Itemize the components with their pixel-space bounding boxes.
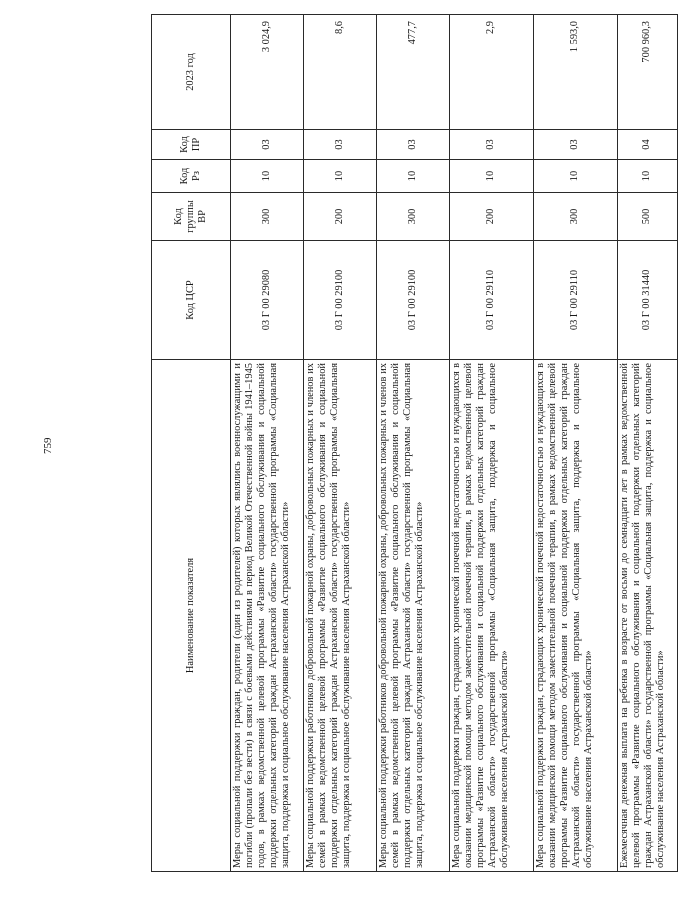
row-name: Мера социальной поддержки граждан, страдающих хронической почечной недостаточностью и нуждающихся в оказании медицинской помощи методом заместительной почечной терапии, в рамках ведомственной целевой программы «Развитие социального обслуживания и социальной поддержки отдельных категорий граждан Астраханской области» государственной программы «Социальная защита, поддержка и социальное обслуживание населения Астраханской области» bbox=[534, 360, 618, 872]
row-pr: 04 bbox=[618, 130, 678, 160]
row-value: 3 024,9 bbox=[231, 15, 304, 130]
table-row bbox=[231, 15, 304, 872]
row-csr: 03 Г 00 29080 bbox=[231, 241, 304, 360]
row-rz: 10 bbox=[450, 160, 534, 193]
row-vr: 300 bbox=[377, 193, 450, 241]
row-vr: 200 bbox=[304, 193, 377, 241]
row-csr: 03 Г 00 29100 bbox=[304, 241, 377, 360]
row-pr: 03 bbox=[377, 130, 450, 160]
header-rz: Код Рз bbox=[152, 160, 231, 193]
row-name: Меры социальной поддержки работников добровольной пожарной охраны, добровольных пожарных и членов их семей в рамках ведомственной целевой программы «Развитие социального обслуживания и социальной поддержки отдельных категорий граждан Астраханской области» государственной программы «Социальная защита, поддержка и социальное обслуживание населения Астраханской области» bbox=[377, 360, 450, 872]
row-pr: 03 bbox=[450, 130, 534, 160]
header-name: Наименование показателя bbox=[152, 360, 231, 872]
row-value: 700 960,3 bbox=[618, 15, 678, 130]
row-pr: 03 bbox=[534, 130, 618, 160]
header-row bbox=[152, 15, 231, 872]
row-name: Меры социальной поддержки граждан, родители (один из родителей) которых являлись военнослужащими и погибли (пропали без вести) в связи с боевыми действиями в период Великой Отечественной войны 1941–1945 годов, в рамках ведомственной целевой программы «Развитие социального обслуживания и социальной поддержки отдельных категорий граждан Астраханской области» государственной программы «Социальная защита, поддержка и социальное обслуживание населения Астраханской области» bbox=[231, 360, 304, 872]
row-csr: 03 Г 00 29110 bbox=[450, 241, 534, 360]
row-name: Мера социальной поддержки граждан, страдающих хронической почечной недостаточностью и нуждающихся в оказании медицинской помощи методом заместительной почечной терапии, в рамках ведомственной целевой программы «Развитие социального обслуживания и социальной поддержки отдельных категорий граждан Астраханской области» государственной программы «Социальная защита, поддержка и социальное обслуживание населения Астраханской области» bbox=[450, 360, 534, 872]
header-pr: Код ПР bbox=[152, 130, 231, 160]
table-row bbox=[534, 15, 618, 872]
row-value: 2,9 bbox=[450, 15, 534, 130]
row-name: Меры социальной поддержки работников добровольной пожарной охраны, добровольных пожарных и членов их семей в рамках ведомственной целевой программы «Развитие социального обслуживания и социальной поддержки отдельных категорий граждан Астраханской области» государственной программы «Социальная защита, поддержка и социальное обслуживание населения Астраханской области» bbox=[304, 360, 377, 872]
header-vr: Код группы ВР bbox=[152, 193, 231, 241]
budget-table-rotated bbox=[151, 15, 667, 872]
row-value: 1 593,0 bbox=[534, 15, 618, 130]
row-name: Ежемесячная денежная выплата на ребенка в возрасте от восьми до семнадцати лет в рамках ведомственной целевой программы «Развитие социального обслуживания и социальной поддержки отдельных категорий граждан Астраханской области» государственной программы «Социальная защита, поддержка и социальное обслуживание населения Астраханской области» bbox=[618, 360, 678, 872]
table-row bbox=[618, 15, 678, 872]
row-rz: 10 bbox=[377, 160, 450, 193]
row-rz: 10 bbox=[304, 160, 377, 193]
row-pr: 03 bbox=[304, 130, 377, 160]
table-row bbox=[450, 15, 534, 872]
row-csr: 03 Г 00 29100 bbox=[377, 241, 450, 360]
row-vr: 300 bbox=[231, 193, 304, 241]
row-vr: 200 bbox=[450, 193, 534, 241]
header-year: 2023 год bbox=[152, 15, 231, 130]
row-csr: 03 Г 00 29110 bbox=[534, 241, 618, 360]
row-value: 477,7 bbox=[377, 15, 450, 130]
page-number: 759 bbox=[42, 437, 54, 454]
row-rz: 10 bbox=[534, 160, 618, 193]
row-vr: 500 bbox=[618, 193, 678, 241]
table-row bbox=[377, 15, 450, 872]
table-row bbox=[304, 15, 377, 872]
row-rz: 10 bbox=[231, 160, 304, 193]
header-csr: Код ЦСР bbox=[152, 241, 231, 360]
row-pr: 03 bbox=[231, 130, 304, 160]
row-rz: 10 bbox=[618, 160, 678, 193]
row-csr: 03 Г 00 31440 bbox=[618, 241, 678, 360]
budget-table bbox=[151, 14, 678, 872]
row-value: 8,6 bbox=[304, 15, 377, 130]
row-vr: 300 bbox=[534, 193, 618, 241]
